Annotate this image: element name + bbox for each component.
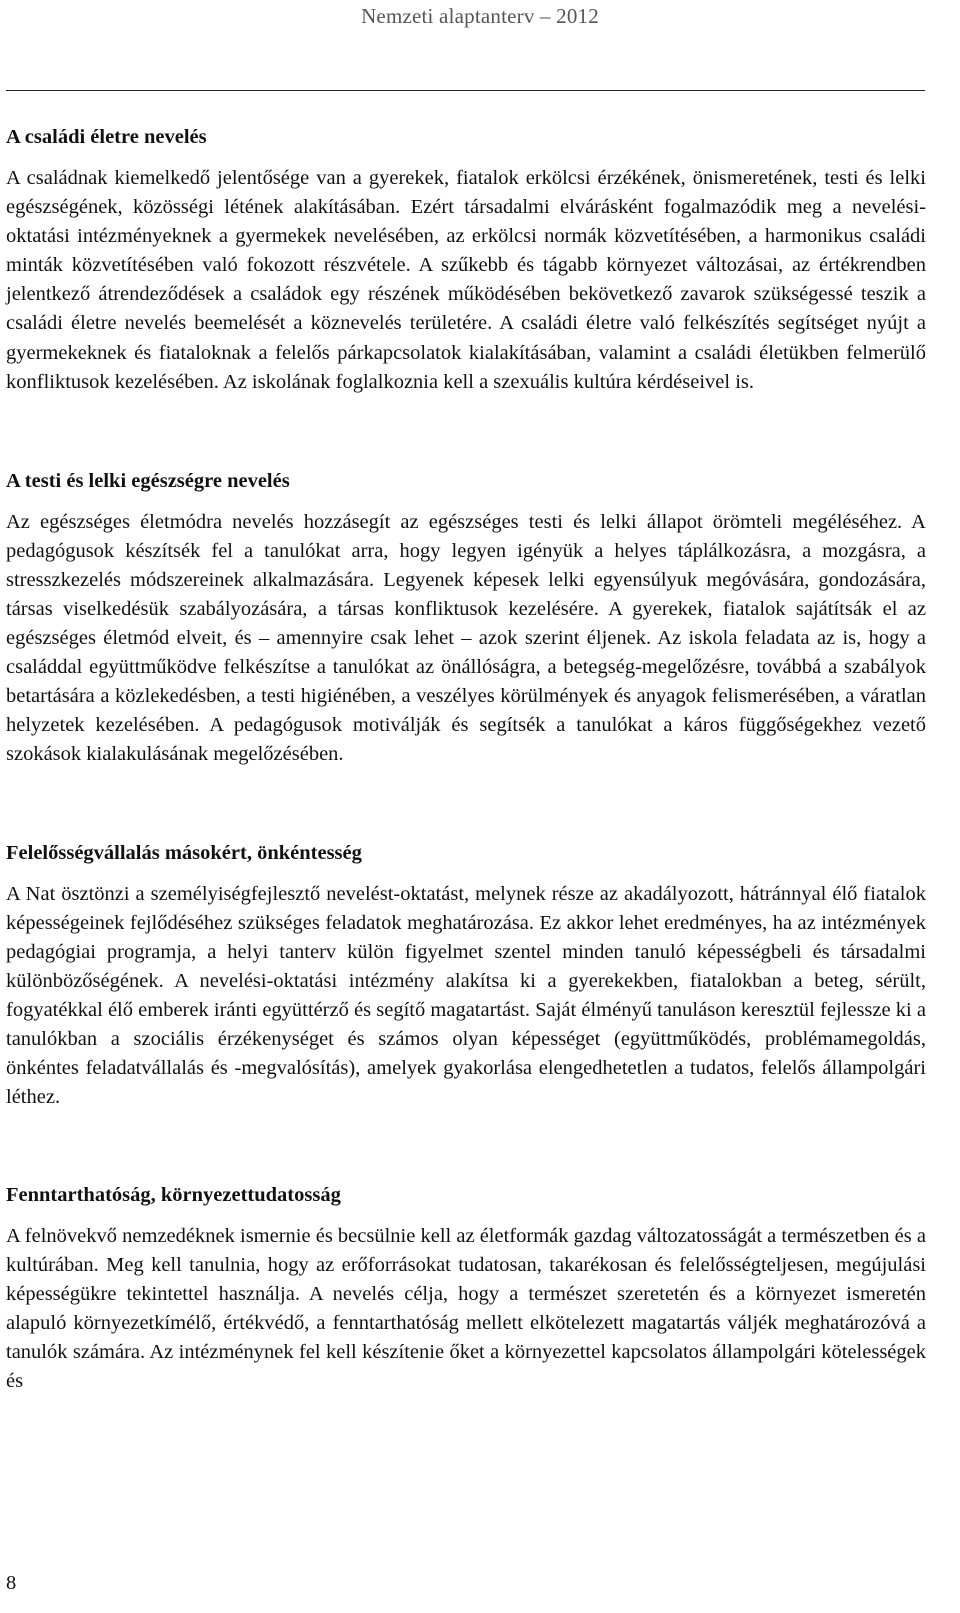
section-title: A családi életre nevelés [6, 126, 207, 148]
section-family-life [6, 124, 926, 397]
section-body: A felnövekvő nemzedéknek ismernie és becsülnie kell az életformák gazdag változatosságát a természetben és a kultúrában. Meg kell tanulnia, hogy az erőforrásokat tudatosan, takarékosan és felelősségteljesen, megújulási képességükre tekintettel használja. A nevelés célja, hogy a természet szeretetén és a környezet ismeretén alapuló környezetkímélő, értékvédő, a fenntarthatóság mellett elkötelezett magatartás váljék meghatározóvá a tanulók számára. Az intézménynek fel kell készítenie őket a környezettel kapcsolatos állampolgári kötelességek és [6, 1224, 926, 1392]
section-sustainability [6, 1182, 926, 1396]
document-content [6, 124, 926, 1396]
section-body: Az egészséges életmódra nevelés hozzásegít az egészséges testi és lelki állapot örömteli megéléséhez. A pedagógusok készítsék fel a tanulókat arra, hogy legyen igényük a helyes táplálkozásra, a mozgásra, a stresszkezelés módszereinek alkalmazására. Legyenek képesek lelki egyensúlyuk megóvására, gondozására, társas viselkedésük szabályozására, a társas konfliktusok kezelésére. A gyerekek, fiatalok sajátítsák el az egészséges életmód elveit, és – amennyire csak lehet – azok szerint éljenek. Az iskola feladata az is, hogy a családdal együttműködve felkészítse a tanulókat az önállóságra, a betegség-megelőzésre, továbbá a szabályok betartására a közlekedésben, a testi higiénében, a veszélyes körülmények és anyagok felismerésében, a váratlan helyzetek kezelésében. A pedagógusok motiválják és segítsék a tanulókat a káros függőségekhez vezető szokások kialakulásának megelőzésében. [6, 510, 926, 765]
section-title: Felelősségvállalás másokért, önkéntesség [6, 841, 362, 864]
section-title: Fenntarthatóság, környezettudatosság [6, 1183, 341, 1206]
section-responsibility [6, 840, 926, 1112]
section-body: A Nat ösztönzi a személyiségfejlesztő nevelést-oktatást, melynek része az akadályozott, hátránnyal élő fiatalok képességeinek fejlődéséhez szükséges feladatok meghatározása. Ez akkor lehet eredményes, ha az intézmények pedagógiai programja, a helyi tanterv külön figyelmet szentel minden tanuló képességbeli és társadalmi különbözőségének. A nevelési-oktatási intézmény alakítsa ki a gyerekekben, fiatalokban a beteg, sérült, fogyatékkal élő emberek iránti együttérző és segítő magatartást. Saját élményű tanuláson keresztül fejlessze ki a tanulókban a szociális érzékenységet és számos olyan képességet (együttműködés, problémamegoldás, önkéntes feladatvállalás és -megvalósítás), amelyek gyakorlása elengedhetetlen a tudatos, felelős állampolgári léthez. [6, 882, 926, 1108]
section-body: A családnak kiemelkedő jelentősége van a gyerekek, fiatalok erkölcsi érzékének, önismeretének, testi és lelki egészségének, közösségi létének alakításában. Ezért társadalmi elvárásként fogalmazódik meg a nevelési-oktatási intézményeknek a gyermekek nevelésében, az erkölcsi normák közvetítésében, a harmonikus családi minták közvetítésében való fokozott részvétele. A szűkebb és tágabb környezet változásai, az értékrendben jelentkező átrendeződések a családok egy részének működésében bekövetkező zavarok szükségessé teszik a családi életre nevelés beemelését a köznevelés területére. A családi életre való felkészítés segítséget nyújt a gyermekeknek és fiataloknak a felelős párkapcsolatok kialakításában, valamint a családi életükben felmerülő konfliktusok kezelésében. Az iskolának foglalkoznia kell a szexuális kultúra kérdéseivel is. [6, 167, 926, 393]
section-health [6, 468, 926, 769]
header-rule [6, 90, 925, 91]
section-title: A testi és lelki egészségre nevelés [6, 469, 290, 492]
running-header: Nemzeti alaptanterv – 2012 [361, 4, 599, 28]
page-number: 8 [6, 1572, 17, 1594]
